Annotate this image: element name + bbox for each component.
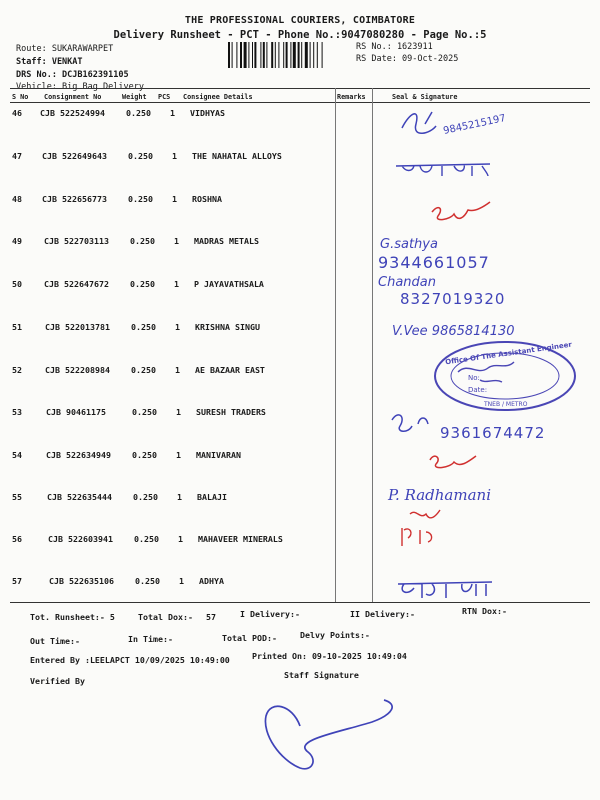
cell-sno: 47: [12, 151, 22, 161]
col-header-pcs: PCS: [158, 93, 171, 101]
total-runsheet: Tot. Runsheet:- 5: [30, 612, 115, 622]
svg-text:Office Of The Assistant Engine: Office Of The Assistant Engineer: [444, 340, 573, 367]
delvy-points: Delvy Points:-: [300, 630, 370, 640]
cell-sno: 52: [12, 365, 22, 375]
table-row: [10, 108, 590, 150]
cell-sno: 51: [12, 322, 22, 332]
barcode-bar: [310, 42, 311, 68]
cell-sno: 53: [12, 407, 22, 417]
cell-pcs: 1: [179, 576, 184, 586]
barcode-bar: [228, 42, 230, 68]
cell-consignment: CJB 522703113: [44, 236, 109, 246]
svg-text:9361674472: 9361674472: [440, 424, 546, 442]
cell-consignment: CJB 522013781: [45, 322, 110, 332]
cell-consignment: CJB 522635444: [47, 492, 112, 502]
barcode-bar: [263, 42, 265, 68]
cell-consignment: CJB 522603941: [48, 534, 113, 544]
drs-number: DRS No.: DCJB162391105: [16, 70, 129, 80]
vehicle-label: Vehicle: Big Bag Delivery: [16, 82, 144, 92]
cell-pcs: 1: [172, 151, 177, 161]
barcode-bar: [305, 42, 308, 68]
barcode-bar: [232, 42, 233, 68]
barcode-bar: [275, 42, 276, 68]
barcode-bar: [252, 42, 253, 68]
table-row: [10, 194, 590, 236]
table-row: [10, 236, 590, 278]
cell-weight: 0.250: [135, 576, 160, 586]
cell-consignment: CJB 522656773: [42, 194, 107, 204]
barcode-bar: [278, 42, 279, 68]
barcode-bar: [248, 42, 249, 68]
cell-consignee: MADRAS METALS: [194, 236, 259, 246]
cell-consignee: THE NAHATAL ALLOYS: [192, 151, 282, 161]
total-pod: Total POD:-: [222, 633, 277, 643]
barcode-bar: [322, 42, 323, 68]
i-delivery: I Delivery:-: [240, 609, 300, 619]
cell-consignee: AE BAZAAR EAST: [195, 365, 265, 375]
cell-consignment: CJB 90461175: [46, 407, 106, 417]
rtn-dox: RTN Dox:-: [462, 606, 507, 616]
cell-consignee: MANIVARAN: [196, 450, 241, 460]
cell-consignment: CJB 522524994: [40, 108, 105, 118]
barcode-bar: [290, 42, 291, 68]
col-header-consignment: Consignment No: [44, 93, 102, 101]
col-header-weight: Weight: [122, 93, 147, 101]
table-top-rule: [10, 88, 590, 89]
cell-sno: 50: [12, 279, 22, 289]
cell-consignee: KRISHNA SINGU: [195, 322, 260, 332]
rs-number: RS No.: 1623911: [356, 42, 433, 52]
barcode-bar: [313, 42, 314, 68]
table-row: [10, 279, 590, 321]
cell-sno: 48: [12, 194, 22, 204]
cell-consignment: CJB 522634949: [46, 450, 111, 460]
cell-weight: 0.250: [132, 450, 157, 460]
svg-text:P. Radhamani: P. Radhamani: [388, 486, 492, 504]
staff-signature-scribble: [265, 700, 392, 769]
cell-weight: 0.250: [130, 279, 155, 289]
table-row: [10, 534, 590, 576]
cell-sno: 54: [12, 450, 22, 460]
total-dox-label: Total Dox:-: [138, 612, 193, 622]
barcode-bar: [298, 42, 300, 68]
table-row: [10, 322, 590, 364]
col-header-seal-signature: Seal & Signature: [392, 93, 458, 101]
svg-text:9845215197: 9845215197: [442, 112, 507, 137]
cell-consignee: MAHAVEER MINERALS: [198, 534, 283, 544]
runsheet-subtitle: Delivery Runsheet - PCT - Phone No.:9047080280 - Page No.:5: [113, 29, 487, 41]
footer-rule: [10, 602, 590, 603]
cell-pcs: 1: [178, 534, 183, 544]
cell-weight: 0.250: [130, 236, 155, 246]
barcode-bar: [286, 42, 288, 68]
staff-label: Staff: VENKAT: [16, 57, 83, 67]
ii-delivery: II Delivery:-: [350, 609, 415, 619]
cell-consignment: CJB 522649643: [42, 151, 107, 161]
out-time: Out Time:-: [30, 636, 80, 646]
cell-weight: 0.250: [126, 108, 151, 118]
table-header-rule: [10, 102, 590, 103]
barcode-image: [228, 42, 350, 68]
staff-signature-label: Staff Signature: [284, 670, 359, 680]
cell-weight: 0.250: [134, 534, 159, 544]
cell-sno: 55: [12, 492, 22, 502]
delivery-table: [10, 88, 590, 602]
barcode-bar: [260, 42, 261, 68]
cell-consignee: BALAJI: [197, 492, 227, 502]
route-label: Route: SUKARAWARPET: [16, 44, 114, 54]
svg-text:No:: No:: [468, 374, 480, 382]
table-row: [10, 450, 590, 492]
cell-consignee: VIDHYAS: [190, 108, 225, 118]
table-row: [10, 151, 590, 193]
svg-text:Date:: Date:: [468, 386, 488, 394]
barcode-bar: [293, 42, 296, 68]
cell-pcs: 1: [175, 365, 180, 375]
cell-sno: 57: [12, 576, 22, 586]
cell-consignee: SURESH TRADERS: [196, 407, 266, 417]
col-header-sno: S No: [12, 93, 29, 101]
svg-text:8327019320: 8327019320: [400, 290, 506, 308]
cell-weight: 0.250: [128, 151, 153, 161]
cell-consignment: CJB 522635106: [49, 576, 114, 586]
cell-consignee: ROSHNA: [192, 194, 222, 204]
svg-text:G.sathya: G.sathya: [380, 237, 438, 252]
cell-weight: 0.250: [133, 492, 158, 502]
rs-date: RS Date: 09-Oct-2025: [356, 54, 459, 64]
barcode-bar: [254, 42, 256, 68]
svg-text:9344661057: 9344661057: [378, 253, 490, 272]
cell-weight: 0.250: [132, 407, 157, 417]
svg-text:Chandan: Chandan: [378, 275, 436, 290]
printed-on: Printed On: 09-10-2025 10:49:04: [252, 651, 407, 661]
barcode-bar: [236, 42, 237, 68]
cell-sno: 56: [12, 534, 22, 544]
cell-pcs: 1: [174, 279, 179, 289]
entered-by: Entered By :LEELAPCT 10/09/2025 10:49:00: [30, 655, 230, 665]
col-header-consignee: Consignee Details: [183, 93, 253, 101]
cell-weight: 0.250: [131, 365, 156, 375]
cell-pcs: 1: [170, 108, 175, 118]
barcode-bar: [266, 42, 267, 68]
barcode-bar: [271, 42, 273, 68]
table-row: [10, 365, 590, 407]
cell-sno: 46: [12, 108, 22, 118]
cell-pcs: 1: [176, 450, 181, 460]
barcode-bar: [317, 42, 318, 68]
verified-by-label: Verified By: [30, 676, 85, 686]
cell-weight: 0.250: [128, 194, 153, 204]
barcode-bar: [240, 42, 242, 68]
cell-consignment: CJB 522208984: [45, 365, 110, 375]
barcode-bar: [301, 42, 302, 68]
table-row: [10, 407, 590, 449]
cell-consignee: ADHYA: [199, 576, 224, 586]
barcode-bar: [244, 42, 247, 68]
cell-weight: 0.250: [131, 322, 156, 332]
cell-pcs: 1: [174, 236, 179, 246]
table-row: [10, 492, 590, 534]
in-time: In Time:-: [128, 634, 173, 644]
cell-consignment: CJB 522647672: [44, 279, 109, 289]
signature-row-51: V.Vee 9865814130: [392, 324, 515, 339]
col-header-remarks: Remarks: [337, 93, 366, 101]
svg-text:TNEB / METRO: TNEB / METRO: [484, 401, 528, 408]
company-title: THE PROFESSIONAL COURIERS, COIMBATORE: [184, 15, 416, 26]
cell-pcs: 1: [176, 407, 181, 417]
cell-pcs: 1: [172, 194, 177, 204]
cell-sno: 49: [12, 236, 22, 246]
cell-pcs: 1: [177, 492, 182, 502]
cell-consignee: P JAYAVATHSALA: [194, 279, 264, 289]
barcode-bar: [283, 42, 284, 68]
cell-pcs: 1: [175, 322, 180, 332]
total-dox-value: 57: [206, 612, 216, 622]
